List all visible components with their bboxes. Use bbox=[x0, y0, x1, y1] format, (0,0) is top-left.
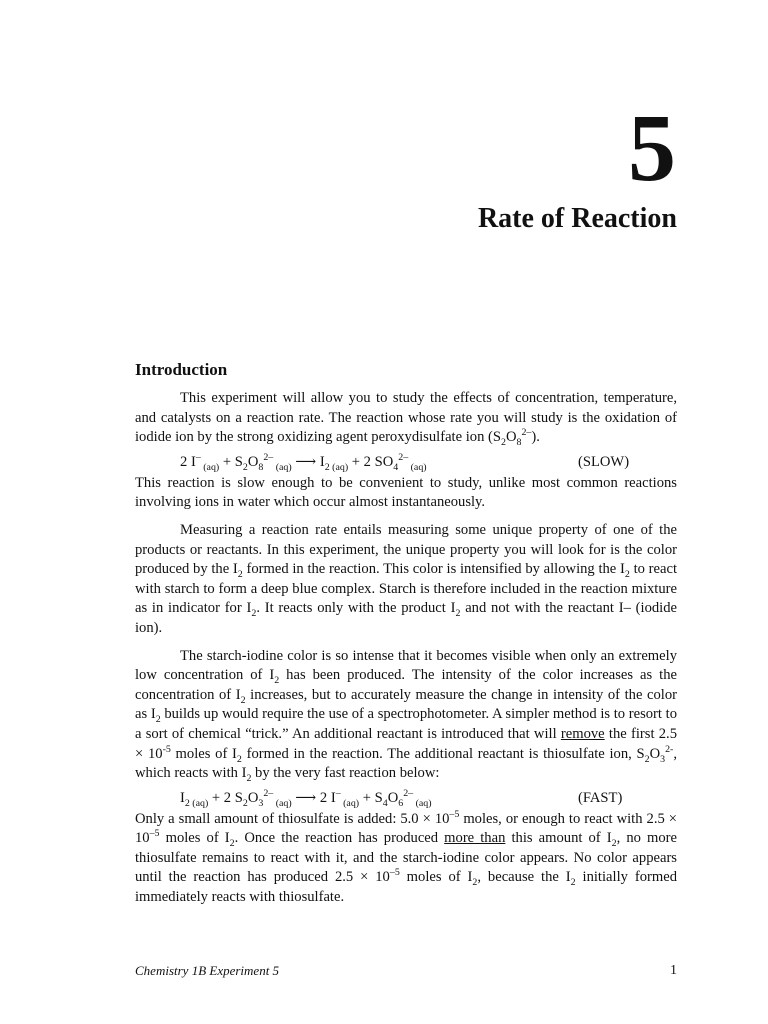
equation-slow: 2 I– $_{(aq)} + S_2O_8^{2-}$ $_{(aq)}$ ⟶ $I_{2 (aq)} + 2$ $SO_4^{2-}$ $_{(aq)}$ (SLOW) bbox=[180, 451, 630, 473]
body-content bbox=[135, 359, 677, 908]
paragraph-4: The starch-iodine color is so intense that it becomes visible when only an extremely low concentration of $I_2$ has been produced. The intensity of the color increases as the concentration of $I_2$ increases, but to accurately measure the change in intensity of the color as $I_2$ builds up would require the use of a spectrophotometer. A simpler method is to resort to a sort of chemical “trick.” An additional reactant is introduced that will remove the first $2.5 \times 10^{-5}$ moles of $I_2$ formed in the reaction. The additional reactant is thiosulfate ion, $S_2O_3^{2-}$, which reacts with $I_2$ by the very fast reaction below: bbox=[135, 647, 678, 784]
section-heading: Introduction bbox=[135, 360, 228, 379]
equation-fast: $I_{2 (aq)} + 2$ $S_2O_3^{2-}$ $_{(aq)}$ ⟶ 2 I– $_{(aq)} + S_4O_6^{2-}$ $_{(aq)}$ (FAST) bbox=[180, 787, 623, 809]
chapter-title: Rate of Reaction bbox=[477, 203, 677, 234]
paragraph-1: This experiment will allow you to study the effects of concentration, temperature, and catalysts on a reaction rate. The reaction whose rate you will study is the oxidation of iodide ion by the strong oxidizing agent peroxydisulfate ion $(S_2O_8^{2-})$. bbox=[135, 390, 677, 449]
reaction-arrow: ⟶ bbox=[291, 453, 320, 470]
equation-tag-fast: (FAST) bbox=[578, 789, 623, 806]
footer-course: Chemistry 1B Experiment 5 bbox=[135, 963, 280, 978]
reaction-arrow: ⟶ bbox=[291, 789, 320, 806]
footer-page-number: 1 bbox=[670, 963, 677, 978]
paragraph-2: This reaction is slow enough to be convenient to study, unlike most common reactions involving ions in water which occur almost instantaneously. bbox=[135, 474, 677, 511]
paragraph-5: Only a small amount of thiosulfate is added: $5.0 \times 10^{-5}$ moles, or enough to react with $2.5 \times 10^{-5}$ moles of $I_2$. Once the reaction has produced more than this amount of $I_2$, no more thiosulfate remains to react with it, and the starch-iodine color appears. No color appears until the reaction has produced $2.5 \times 10^{-5}$ moles of $I_2$, because the $I_2$ initially formed immediately reacts with thiosulfate. bbox=[135, 808, 677, 906]
paragraph-3: Measuring a reaction rate entails measuring some unique property of one of the products or reactants. In this experiment, the unique property you will look for is the color produced by the $I_2$ formed in the reaction. This color is intensified by allowing the $I_2$ to react with starch to form a deep blue complex. Starch is therefore included in the reaction mixture as in indicator for $I_2$. It reacts only with the product $I_2$ and not with the reactant I– (iodide ion). bbox=[135, 521, 678, 636]
equation-tag-slow: (SLOW) bbox=[578, 453, 630, 470]
chapter-number: 5 bbox=[628, 94, 676, 201]
